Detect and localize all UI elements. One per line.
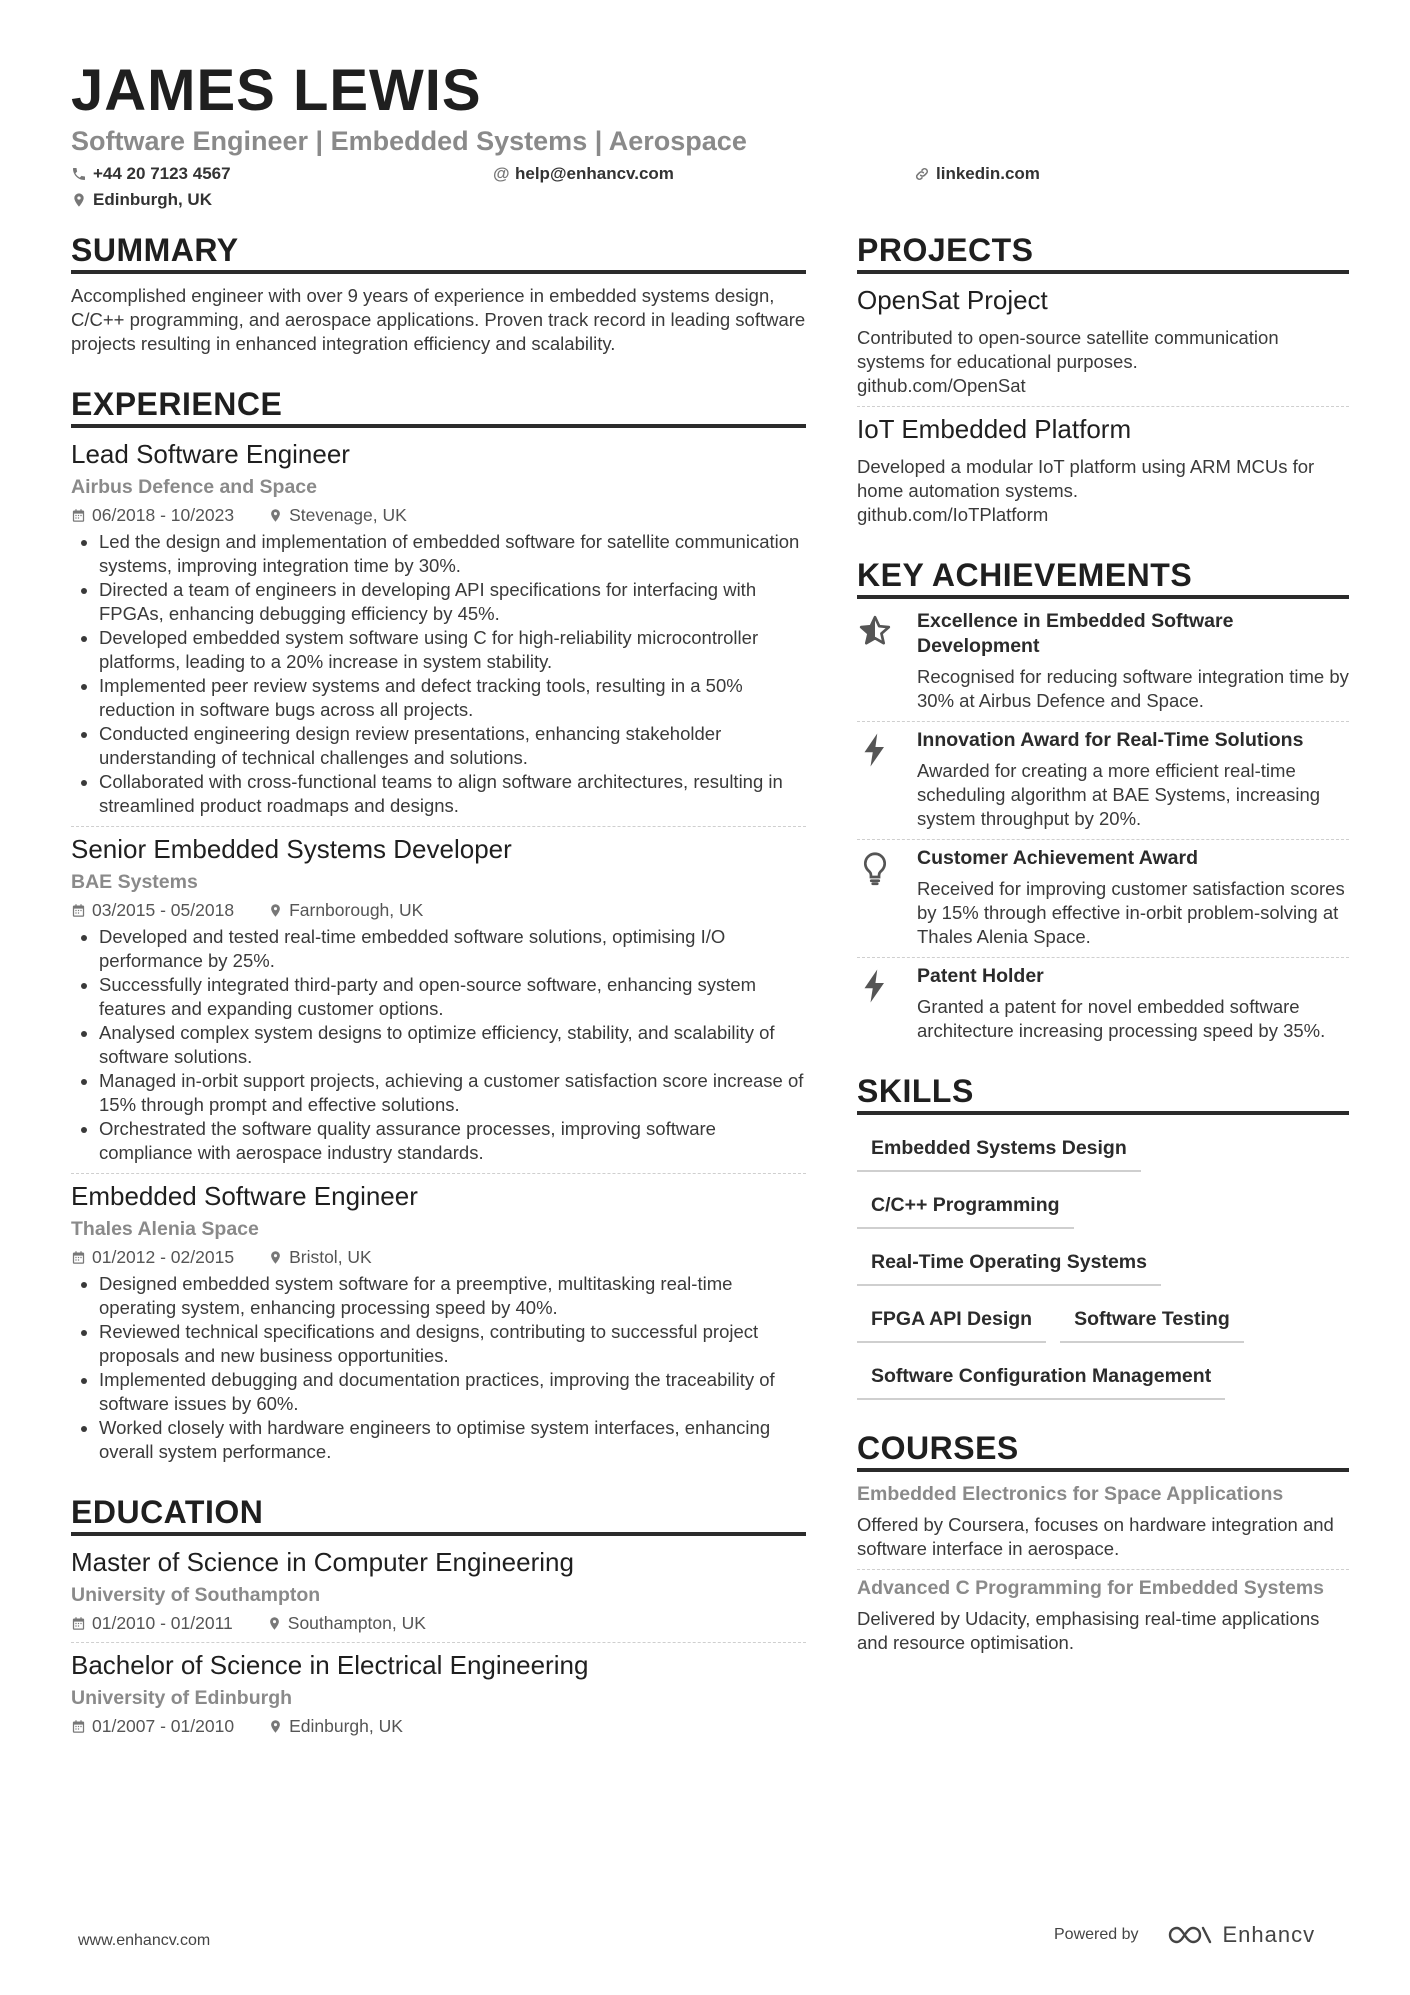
job-dates: 01/2012 - 02/2015 bbox=[92, 1247, 235, 1267]
at-icon: @ bbox=[493, 164, 510, 183]
divider bbox=[857, 721, 1349, 722]
divider bbox=[71, 1642, 806, 1643]
contact-email[interactable] bbox=[493, 164, 674, 184]
lightning-icon bbox=[857, 732, 893, 768]
divider bbox=[857, 406, 1349, 407]
education-location: Edinburgh, UK bbox=[289, 1716, 403, 1736]
bullet-item: Directed a team of engineers in developing API specifications for interfacing with FPGAs, enhancing debugging efficiency by 45%. bbox=[71, 578, 806, 626]
brand-name: Enhancv bbox=[1222, 1922, 1316, 1947]
email-text: help@enhancv.com bbox=[515, 164, 674, 183]
candidate-role: Software Engineer | Embedded Systems | Aerospace bbox=[71, 126, 747, 156]
skills-list bbox=[857, 1125, 1349, 1410]
bullet-item: Implemented peer review systems and defect tracking tools, resulting in a 50% reduction in software bugs across all projects. bbox=[71, 674, 806, 722]
calendar-icon bbox=[71, 1719, 86, 1734]
job-location: Farnborough, UK bbox=[289, 900, 424, 920]
school-name: University of Edinburgh bbox=[71, 1687, 293, 1709]
achievement-desc: Received for improving customer satisfaction scores by 15% through effective in-orbit problem-solving at Thales Alenia Space. bbox=[917, 878, 1345, 947]
education-meta bbox=[71, 1715, 806, 1737]
footer-website[interactable]: www.enhancv.com bbox=[78, 1932, 211, 1949]
bullet-item: Successfully integrated third-party and open-source software, enhancing system features and expanding customer options. bbox=[71, 973, 806, 1021]
education-dates: 01/2007 - 01/2010 bbox=[92, 1716, 235, 1736]
achievement-title: Customer Achievement Award bbox=[917, 847, 1199, 869]
location-text: Edinburgh, UK bbox=[93, 190, 212, 209]
location-pin-icon bbox=[268, 508, 283, 523]
achievement-title: Innovation Award for Real-Time Solutions bbox=[917, 729, 1304, 751]
calendar-icon bbox=[71, 1616, 86, 1631]
achievement-desc: Awarded for creating a more efficient real-time scheduling algorithm at BAE Systems, increasing system throughput by 20%. bbox=[917, 760, 1321, 829]
divider bbox=[71, 826, 806, 827]
job-title: Senior Embedded Systems Developer bbox=[71, 834, 512, 864]
course-desc: Delivered by Udacity, emphasising real-time applications and resource optimisation. bbox=[857, 1608, 1320, 1653]
job-company: Thales Alenia Space bbox=[71, 1218, 259, 1240]
project-desc: Developed a modular IoT platform using ARM MCUs for home automation systems. bbox=[857, 456, 1315, 501]
bullet-item: Collaborated with cross-functional teams to align software architectures, resulting in streamlined product roadmaps and designs. bbox=[71, 770, 806, 818]
experience-item bbox=[71, 833, 806, 1165]
bullet-item: Conducted engineering design review presentations, enhancing stakeholder understanding of technical challenges and solutions. bbox=[71, 722, 806, 770]
contact-linkedin[interactable] bbox=[914, 164, 1040, 184]
enhancv-logo[interactable] bbox=[1167, 1922, 1316, 1948]
achievement-icon-wrap bbox=[857, 846, 901, 949]
course-desc: Offered by Coursera, focuses on hardware integration and software interface in aerospace. bbox=[857, 1514, 1334, 1559]
bullet-item: Reviewed technical specifications and designs, contributing to successful project proposals and new business opportunities. bbox=[71, 1320, 806, 1368]
divider bbox=[857, 957, 1349, 958]
education-dates: 01/2010 - 01/2011 bbox=[92, 1613, 233, 1633]
summary-text: Accomplished engineer with over 9 years of experience in embedded systems design, C/C++ programming, and aerospace applications. Proven track record in leading software projects resulting in enhanced integration efficiency and scalability. bbox=[71, 285, 806, 354]
project-title: OpenSat Project bbox=[857, 285, 1048, 315]
left-column bbox=[71, 230, 806, 1737]
location-pin-icon bbox=[267, 1616, 282, 1631]
courses-title: COURSES bbox=[857, 1428, 1349, 1472]
enhancv-logo-icon bbox=[1167, 1923, 1213, 1947]
calendar-icon bbox=[71, 903, 86, 918]
job-bullets bbox=[71, 530, 806, 818]
bullet-item: Developed and tested real-time embedded software solutions, optimising I/O performance by 25%. bbox=[71, 925, 806, 973]
course-item bbox=[857, 1482, 1349, 1561]
achievement-item bbox=[857, 846, 1349, 949]
education-item bbox=[71, 1649, 806, 1737]
education-meta bbox=[71, 1612, 806, 1634]
location-pin-icon bbox=[268, 903, 283, 918]
contact-phone[interactable] bbox=[71, 164, 231, 184]
course-title: Advanced C Programming for Embedded Systems bbox=[857, 1577, 1325, 1599]
linkedin-text: linkedin.com bbox=[936, 164, 1040, 183]
job-meta bbox=[71, 504, 806, 526]
phone-icon bbox=[71, 166, 87, 182]
link-icon bbox=[914, 166, 930, 182]
achievements-title: KEY ACHIEVEMENTS bbox=[857, 555, 1349, 599]
education-title: EDUCATION bbox=[71, 1492, 806, 1536]
job-meta bbox=[71, 899, 806, 921]
achievement-icon-wrap bbox=[857, 964, 901, 1043]
summary-title: SUMMARY bbox=[71, 230, 806, 274]
degree-title: Bachelor of Science in Electrical Engineering bbox=[71, 1650, 589, 1680]
contact-info bbox=[71, 164, 1351, 218]
experience-item bbox=[71, 1180, 806, 1464]
job-bullets bbox=[71, 1272, 806, 1464]
achievement-desc: Granted a patent for novel embedded software architecture increasing processing speed by 35%. bbox=[917, 996, 1326, 1041]
resume-header bbox=[71, 58, 1351, 218]
calendar-icon bbox=[71, 1250, 86, 1265]
project-link[interactable]: github.com/OpenSat bbox=[857, 375, 1026, 396]
bullet-item: Developed embedded system software using C for high-reliability microcontroller platforms, leading to a 20% increase in system stability. bbox=[71, 626, 806, 674]
achievement-icon-wrap bbox=[857, 728, 901, 831]
bullet-item: Analysed complex system designs to optimize efficiency, stability, and scalability of software solutions. bbox=[71, 1021, 806, 1069]
project-link[interactable]: github.com/IoTPlatform bbox=[857, 504, 1049, 525]
candidate-name: JAMES LEWIS bbox=[71, 58, 482, 123]
job-dates: 06/2018 - 10/2023 bbox=[92, 505, 235, 525]
bullet-item: Led the design and implementation of embedded software for satellite communication systems, improving integration time by 30%. bbox=[71, 530, 806, 578]
location-pin-icon bbox=[268, 1250, 283, 1265]
calendar-icon bbox=[71, 508, 86, 523]
job-company: Airbus Defence and Space bbox=[71, 476, 317, 498]
skill-tag: FPGA API Design bbox=[857, 1296, 1046, 1343]
phone-text: +44 20 7123 4567 bbox=[93, 164, 231, 183]
achievement-item bbox=[857, 728, 1349, 831]
achievement-item bbox=[857, 609, 1349, 713]
bullet-item: Implemented debugging and documentation practices, improving the traceability of software issues by 60%. bbox=[71, 1368, 806, 1416]
divider bbox=[71, 1173, 806, 1174]
project-item bbox=[857, 284, 1349, 398]
job-dates: 03/2015 - 05/2018 bbox=[92, 900, 235, 920]
skill-tag: Embedded Systems Design bbox=[857, 1125, 1141, 1172]
divider bbox=[857, 839, 1349, 840]
skill-tag: Real-Time Operating Systems bbox=[857, 1239, 1161, 1286]
bullet-item: Managed in-orbit support projects, achieving a customer satisfaction score increase of 15% through prompt and effective solutions. bbox=[71, 1069, 806, 1117]
lightning-icon bbox=[857, 968, 893, 1004]
achievement-title: Excellence in Embedded Software Development bbox=[917, 610, 1234, 657]
school-name: University of Southampton bbox=[71, 1584, 321, 1606]
achievement-title: Patent Holder bbox=[917, 965, 1044, 987]
course-item bbox=[857, 1576, 1349, 1655]
project-item bbox=[857, 413, 1349, 527]
right-column bbox=[857, 230, 1349, 1655]
achievement-desc: Recognised for reducing software integration time by 30% at Airbus Defence and Space. bbox=[917, 666, 1349, 711]
contact-location bbox=[71, 190, 212, 210]
achievement-icon-wrap bbox=[857, 609, 901, 713]
achievement-item bbox=[857, 964, 1349, 1043]
job-bullets bbox=[71, 925, 806, 1165]
job-company: BAE Systems bbox=[71, 871, 198, 893]
degree-title: Master of Science in Computer Engineering bbox=[71, 1547, 574, 1577]
lightbulb-icon bbox=[857, 850, 893, 886]
education-item bbox=[71, 1546, 806, 1634]
location-pin-icon bbox=[268, 1719, 283, 1734]
skill-tag: Software Testing bbox=[1060, 1296, 1244, 1343]
skill-tag: C/C++ Programming bbox=[857, 1182, 1074, 1229]
experience-title: EXPERIENCE bbox=[71, 384, 806, 428]
location-pin-icon bbox=[71, 192, 87, 208]
project-title: IoT Embedded Platform bbox=[857, 414, 1132, 444]
experience-item bbox=[71, 438, 806, 818]
bullet-item: Designed embedded system software for a preemptive, multitasking real-time operating system, enhancing processing speed by 40%. bbox=[71, 1272, 806, 1320]
skills-title: SKILLS bbox=[857, 1071, 1349, 1115]
bullet-item: Worked closely with hardware engineers to optimise system interfaces, enhancing overall system performance. bbox=[71, 1416, 806, 1464]
job-title: Lead Software Engineer bbox=[71, 439, 350, 469]
bullet-item: Orchestrated the software quality assurance processes, improving software compliance with aerospace industry standards. bbox=[71, 1117, 806, 1165]
skill-tag: Software Configuration Management bbox=[857, 1353, 1225, 1400]
project-desc: Contributed to open-source satellite communication systems for educational purposes. bbox=[857, 327, 1279, 372]
course-title: Embedded Electronics for Space Applications bbox=[857, 1483, 1284, 1505]
job-location: Bristol, UK bbox=[289, 1247, 372, 1267]
footer-branding bbox=[1054, 1922, 1315, 1948]
projects-title: PROJECTS bbox=[857, 230, 1349, 274]
divider bbox=[857, 1569, 1349, 1570]
job-meta bbox=[71, 1246, 806, 1268]
job-title: Embedded Software Engineer bbox=[71, 1181, 418, 1211]
job-location: Stevenage, UK bbox=[289, 505, 407, 525]
star-icon bbox=[857, 613, 893, 649]
education-location: Southampton, UK bbox=[287, 1613, 426, 1633]
powered-by-label: Powered by bbox=[1054, 1926, 1139, 1943]
